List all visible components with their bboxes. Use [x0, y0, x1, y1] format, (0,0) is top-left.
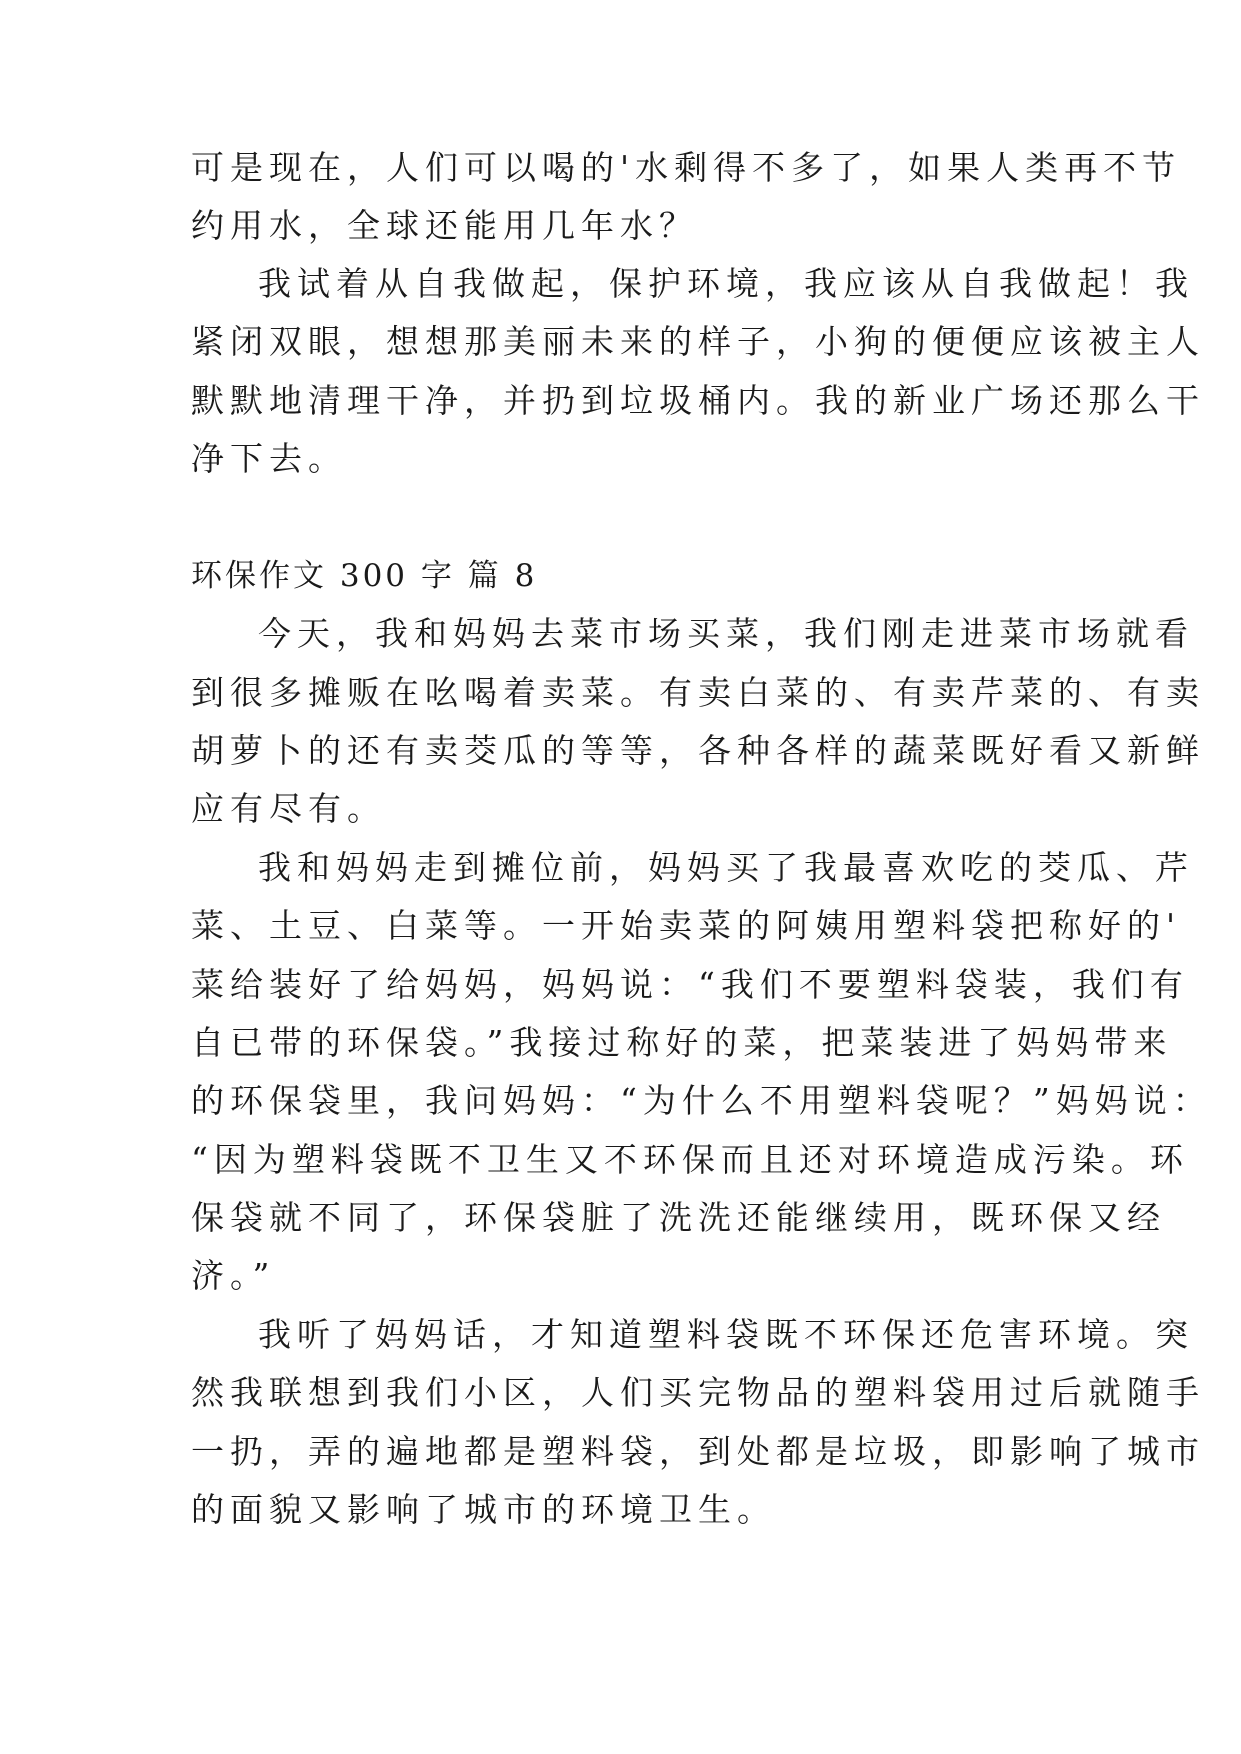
text-line: 的面貌又影响了城市的环境卫生。: [191, 1490, 776, 1529]
text-line: 可是现在，人们可以喝的'水剩得不多了，如果人类再不节: [191, 148, 1182, 187]
text-line: 约用水，全球还能用几年水？: [191, 206, 698, 245]
text-line: 我试着从自我做起，保护环境，我应该从自我做起！我: [258, 264, 1194, 303]
text-line: 的环保袋里，我问妈妈：“为什么不用塑料袋呢？”妈妈说：: [191, 1081, 1212, 1120]
text-line: 紧闭双眼，想想那美丽未来的样子，小狗的便便应该被主人: [191, 322, 1205, 361]
text-line: 今天，我和妈妈去菜市场买菜，我们刚走进菜市场就看: [258, 614, 1194, 653]
text-line: 我听了妈妈话，才知道塑料袋既不环保还危害环境。突: [258, 1315, 1194, 1354]
text-line: 菜给装好了给妈妈，妈妈说：“我们不要塑料袋装，我们有: [191, 965, 1189, 1004]
text-line: 胡萝卜的还有卖茭瓜的等等，各种各样的蔬菜既好看又新鲜: [191, 731, 1205, 770]
text-line: 保袋就不同了，环保袋脏了洗洗还能继续用，既环保又经: [191, 1198, 1166, 1237]
text-line: 到很多摊贩在吆喝着卖菜。有卖白菜的、有卖芹菜的、有卖: [191, 673, 1205, 712]
text-line: 然我联想到我们小区，人们买完物品的塑料袋用过后就随手: [191, 1373, 1205, 1412]
text-line: 自已带的环保袋。”我接过称好的菜，把菜装进了妈妈带来: [191, 1023, 1173, 1062]
text-line: 应有尽有。: [191, 789, 386, 828]
section-heading: 环保作文 300 字 篇 8: [191, 558, 538, 594]
text-line: 净下去。: [191, 439, 347, 478]
text-line: 我和妈妈走到摊位前，妈妈买了我最喜欢吃的茭瓜、芹: [258, 848, 1194, 887]
text-line: “因为塑料袋既不卫生又不环保而且还对环境造成污染。环: [191, 1140, 1189, 1179]
text-line: 一扔，弄的遍地都是塑料袋，到处都是垃圾，即影响了城市: [191, 1432, 1205, 1471]
text-line: 菜、土豆、白菜等。一开始卖菜的阿姨用塑料袋把称好的': [191, 906, 1182, 945]
text-line: 济。”: [191, 1256, 276, 1295]
text-line: 默默地清理干净，并扔到垃圾桶内。我的新业广场还那么干: [191, 381, 1205, 420]
